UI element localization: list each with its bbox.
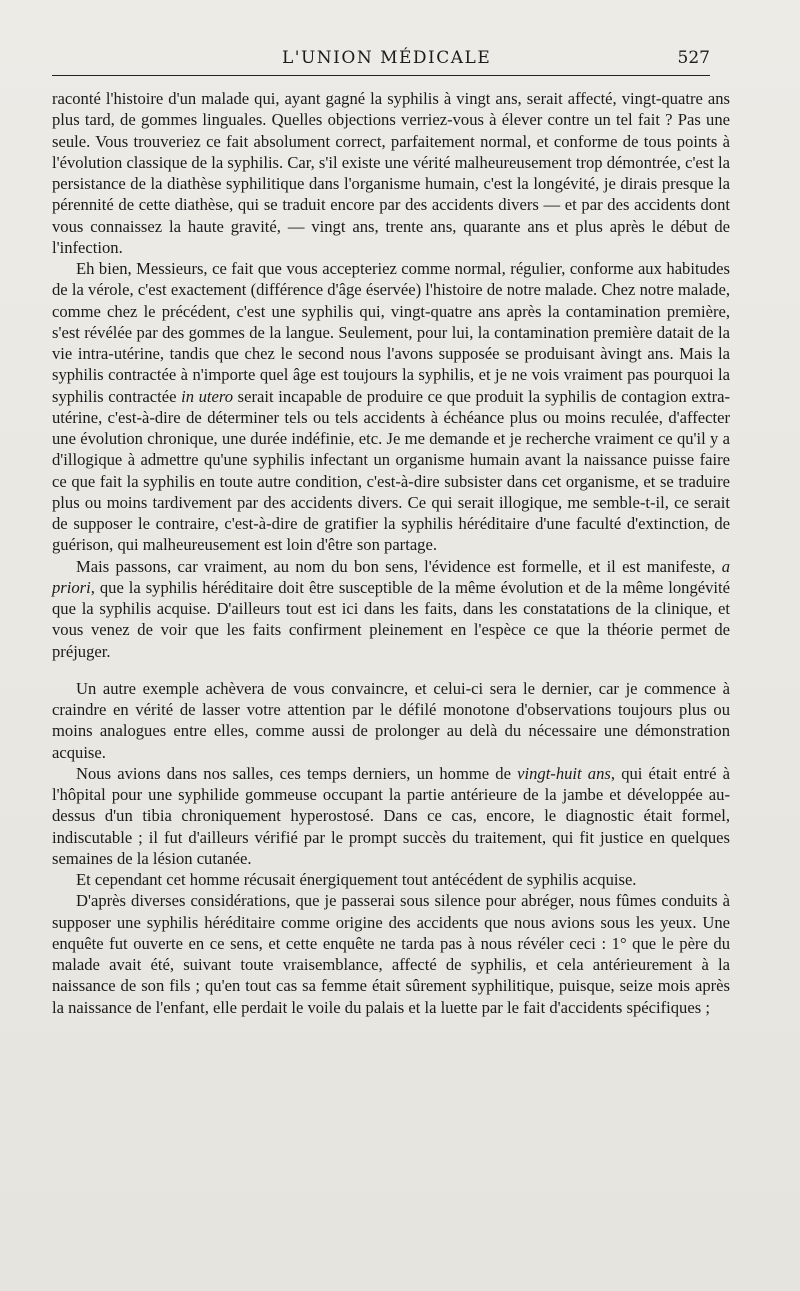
paragraph: [52, 556, 730, 662]
paragraph-text: Un autre exemple achèvera de vous convaincre, et celui-ci sera le dernier, car je commence à craindre en vérité de lasser votre attention par le défilé monotone d'observations toujours plus ou moins analogues entre elles, comme aussi de prolonger au delà du nécessaire une démonstration acquise.: [52, 678, 730, 762]
paragraph: [52, 763, 730, 869]
paragraph-text: Nous avions dans nos salles, ces temps derniers, un homme de: [76, 763, 518, 783]
italic-phrase: in utero: [181, 386, 234, 406]
paragraph: [52, 869, 730, 890]
paragraph-text: Eh bien, Messieurs, ce fait que vous accepteriez comme normal, régulier, conforme aux habitudes de la vérole, c'est exactement (différence d'âge éservée) l'histoire de notre malade. Chez notre malade, comme chez le précédent, c'est une syphilis qui, vingt-quatre ans après la contamination première, s'est révélée par des gommes de la langue. Seulement, pour lui, la contamination première datait de la vie intra-utérine, tandis que chez le second nous l'avons supposée se produisant àvingt ans. Mais la syphilis contractée à n'importe quel âge est toujours la syphilis, et je ne vois vraiment pas pourquoi la syphilis contractée: [52, 259, 730, 406]
running-title: L'UNION MÉDICALE: [282, 48, 492, 68]
paragraph-text: , qui était entré à l'hôpital pour une syphilide gommeuse occupant la partie antérieure de la jambe et développée au-dessus d'un tibia chroniquement hyperostosé. Dans ce cas, encore, le diagnostic était formel, indiscutable ; il fut d'ailleurs vérifié par le prompt succès du traitement, qui fit justice en quelques semaines de la lésion cutanée.: [52, 763, 730, 868]
body-text: [52, 88, 730, 1018]
paragraph: [52, 88, 730, 258]
header-rule: [52, 75, 710, 76]
paragraph-text: Mais passons, car vraiment, au nom du bon sens, l'évidence est formelle, et il est manifeste,: [76, 556, 722, 576]
paragraph-text: D'après diverses considérations, que je passerai sous silence pour abréger, nous fûmes conduits à supposer une syphilis héréditaire comme origine des accidents que nous avions sous les yeux. Une enquête fut ouverte en ce sens, et cette enquête ne tarda pas à nous révéler ceci : 1° que le père du malade avait été, suivant toute vraisemblance, affecté de syphilis, et cela antérieurement à la naissance de son fils ; qu'en tout cas sa femme était sûrement syphilitique, puisque, seize mois après la naissance de l'enfant, elle perdait le voile du palais et la luette par le fait d'accidents spécifiques ;: [52, 891, 730, 1017]
italic-phrase: vingt-huit ans: [517, 763, 611, 783]
page-header: [52, 44, 710, 74]
paragraph-text: , que la syphilis héréditaire doit être susceptible de la même évolution et de la même longévité que la syphilis acquise. D'ailleurs tout est ici dans les faits, dans les constatations de la clinique, et vous venez de voir que les faits confirment pleinement en l'espèce ce que la théorie permet de préjuger.: [52, 577, 730, 661]
italic-phrase: a priori: [52, 556, 730, 597]
paragraph: [52, 890, 730, 1018]
page-number: 527: [677, 48, 710, 68]
paragraph: [52, 678, 730, 763]
paragraph-text: raconté l'histoire d'un malade qui, ayant gagné la syphilis à vingt ans, serait affecté, vingt-quatre ans plus tard, de gommes linguales. Quelles objections verriez-vous à élever contre un tel fait ? Pas une seule. Vous trouveriez ce fait absolument correct, parfaitement normal, et conforme de tous points à l'évolution classique de la syphilis. Car, s'il existe une vérité malheureusement trop démontrée, c'est la persistance de la diathèse syphilitique dans l'organisme humain, c'est la longévité, je dirais presque la pérennité de cette diathèse, qui se traduit encore par des accidents divers — et par des accidents dont vous connaissez la haute gravité, — vingt ans, trente ans, quarante ans et plus après le début de l'infection.: [52, 89, 730, 257]
paragraph-text: serait incapable de produire ce que produit la syphilis de contagion extra-utérine, c'est-à-dire de déterminer tels ou tels accidents à échéance plus ou moins reculée, d'affecter une évolution chronique, une durée indéfinie, etc. Je me demande et je recherche vraiment ce qu'il y a d'illogique à admettre qu'une syphilis infectant un organisme humain avant la naissance puisse faire ce que fait la syphilis en toute autre condition, c'est-à-dire subsister dans cet organisme, et se traduire plus ou moins tardivement par des accidents divers. Ce qui serait illogique, me semble-t-il, ce serait de supposer le contraire, c'est-à-dire de gratifier la syphilis héréditaire d'une faculté d'extinction, de guérison, qui malheureusement est loin d'être son partage.: [52, 386, 731, 555]
paragraph-text: Et cependant cet homme récusait énergiquement tout antécédent de syphilis acquise.: [76, 870, 637, 889]
paragraph: [52, 258, 730, 556]
